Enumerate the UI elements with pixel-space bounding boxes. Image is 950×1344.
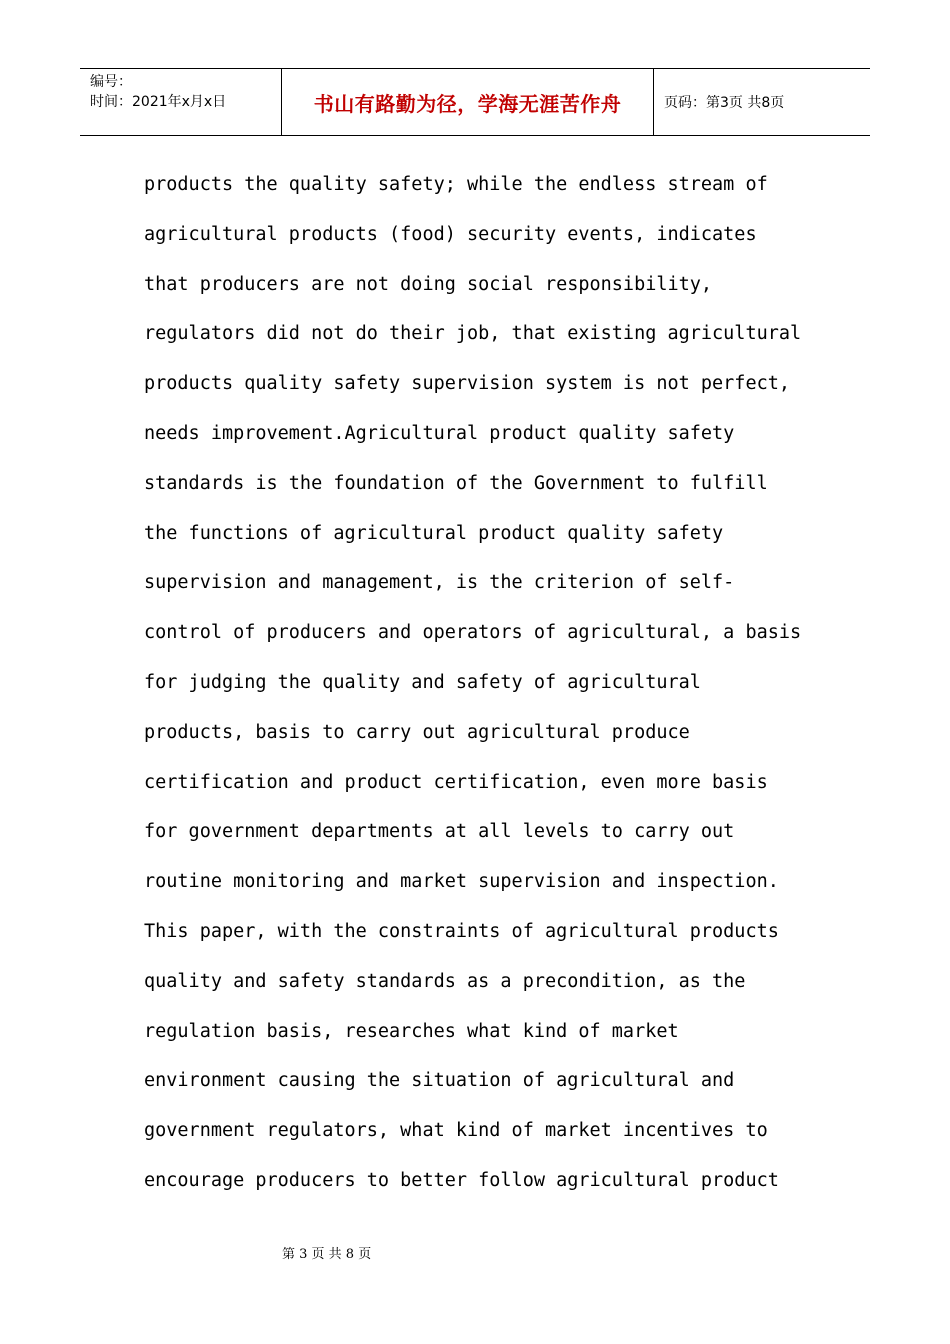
document-number-label: 编号： [90, 74, 132, 90]
text-line: products, basis to carry out agricultural produce [144, 721, 690, 743]
body-text [144, 160, 824, 1206]
header-page-info: 页码：第3页 共8页 [664, 95, 785, 111]
text-line: certification and product certification, even more basis [144, 771, 768, 793]
text-line: quality and safety standards as a precondition, as the [144, 970, 746, 992]
text-line: for judging the quality and safety of agricultural [144, 671, 701, 693]
text-line: standards is the foundation of the Government to fulfill [144, 472, 768, 494]
text-line: agricultural products (food) security events, indicates [144, 223, 757, 245]
text-line: products quality safety supervision system is not perfect, [144, 373, 791, 395]
text-line: needs improvement.Agricultural product quality safety [144, 422, 735, 444]
page-header [80, 68, 870, 136]
text-line: This paper, with the constraints of agricultural products [144, 920, 779, 942]
text-line: the functions of agricultural product quality safety [144, 522, 724, 544]
text-line: regulation basis, researches what kind of market [144, 1020, 679, 1042]
text-line: that producers are not doing social responsibility, [144, 273, 713, 295]
text-line: routine monitoring and market supervision and inspection. [144, 871, 779, 893]
document-date-label: 时间：2021年x月x日 [90, 94, 227, 110]
text-line: supervision and management, is the criterion of self- [144, 572, 735, 594]
text-line: government regulators, what kind of market incentives to [144, 1120, 768, 1142]
text-line: for government departments at all levels to carry out [144, 821, 735, 843]
text-line: encourage producers to better follow agricultural product [144, 1169, 779, 1191]
header-meta-cell [80, 69, 282, 135]
text-line: control of producers and operators of agricultural, a basis [144, 622, 802, 644]
text-line: products the quality safety; while the endless stream of [144, 174, 768, 195]
header-motto: 书山有路勤为径，学海无涯苦作舟 [282, 69, 654, 135]
text-line: environment causing the situation of agricultural and [144, 1070, 735, 1092]
text-line: regulators did not do their job, that existing agricultural [144, 323, 802, 345]
page-footer: 第 3 页 共 8 页 [282, 1247, 372, 1262]
